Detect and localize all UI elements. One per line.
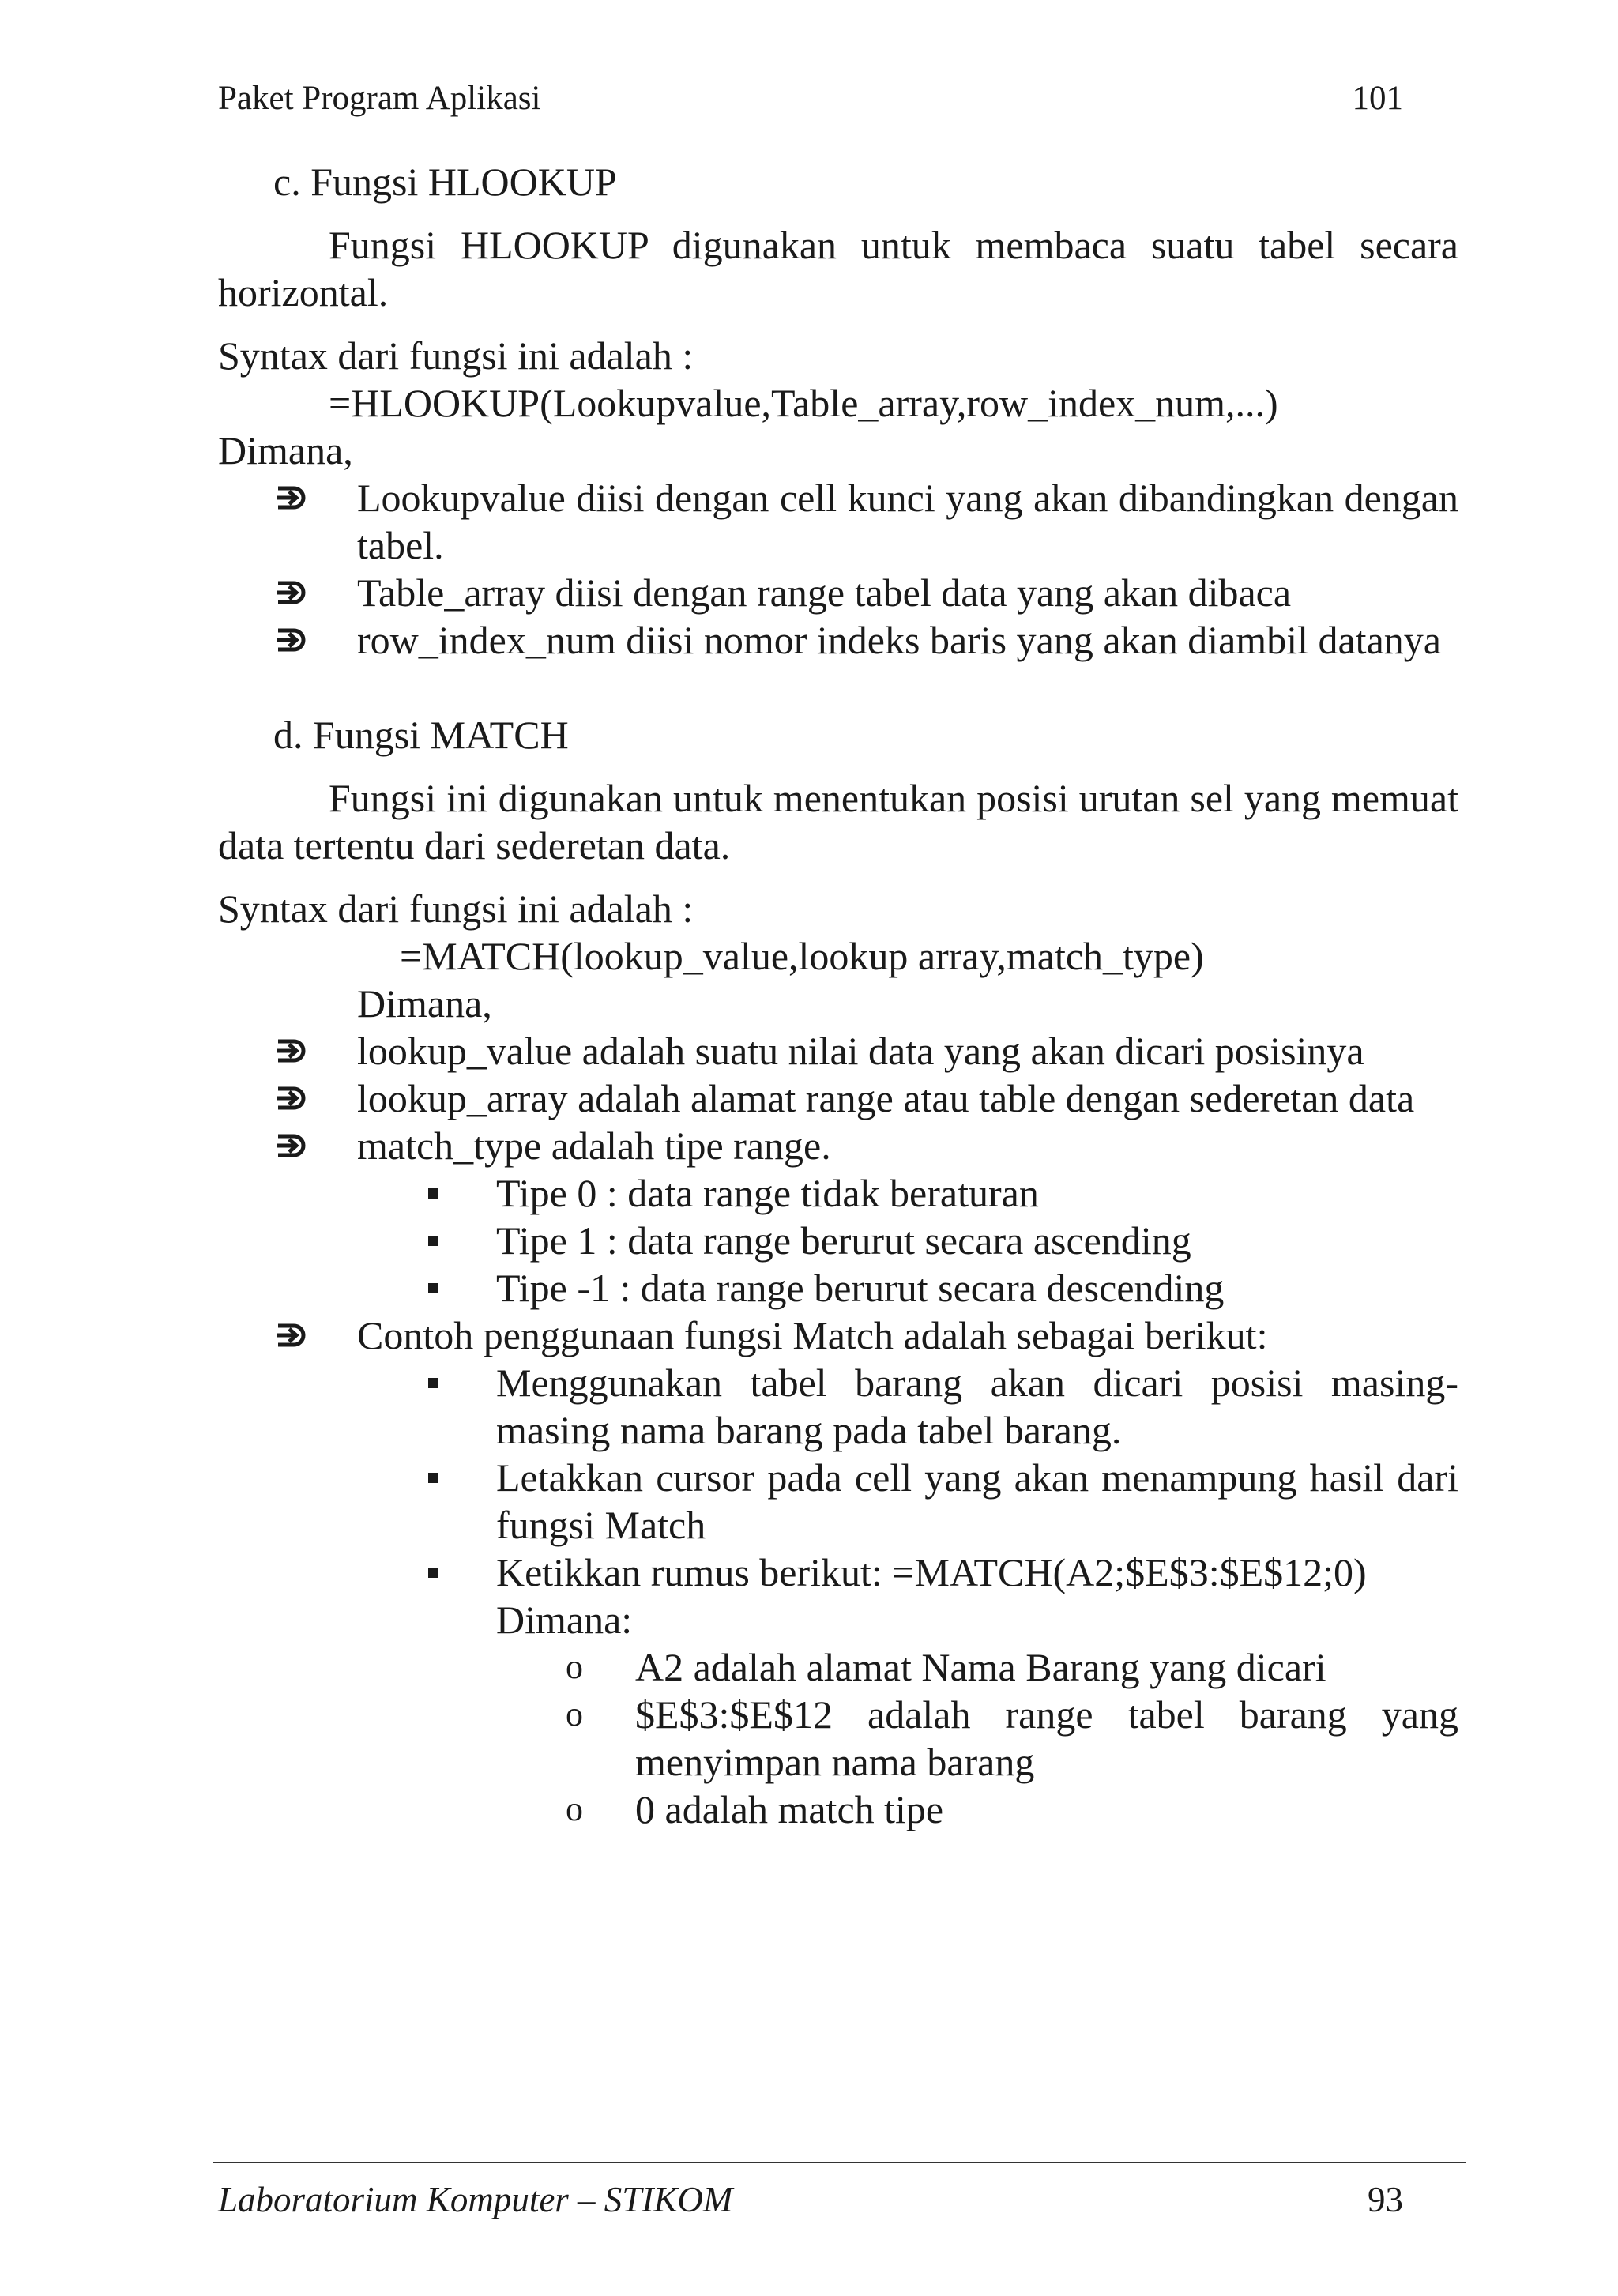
section-c-syntax-label: Syntax dari fungsi ini adalah : — [218, 333, 694, 378]
example-step — [218, 1359, 1458, 1454]
example-step — [218, 1454, 1458, 1549]
section-c-syntax: =HLOOKUP(Lookupvalue,Table_array,row_index_num,...) — [329, 381, 1278, 425]
list-item — [218, 1075, 1458, 1122]
circled-arrow-right-icon — [275, 1312, 310, 1359]
example-step — [218, 1549, 1458, 1596]
section-c-intro: Fungsi HLOOKUP digunakan untuk membaca suatu tabel secara horizontal. — [218, 223, 1458, 314]
hollow-circle-bullet-icon: o — [566, 1647, 583, 1686]
example-step-text: Ketikkan rumus berikut: =MATCH(A2;$E$3:$E$12;0) — [496, 1550, 1367, 1594]
example-note — [218, 1691, 1458, 1786]
match-type-text: Tipe -1 : data range berurut secara descending — [496, 1266, 1225, 1310]
header-title: Paket Program Aplikasi — [218, 79, 541, 117]
section-d-syntax: =MATCH(lookup_value,lookup array,match_type) — [400, 934, 1204, 978]
square-bullet-icon — [428, 1568, 438, 1578]
list-item — [218, 474, 1458, 569]
list-item — [218, 1312, 1458, 1359]
section-c-list — [218, 474, 1458, 664]
circled-arrow-right-icon — [275, 474, 310, 521]
hollow-circle-bullet-icon: o — [566, 1695, 583, 1733]
list-item-text: lookup_value adalah suatu nilai data yang akan dicari posisinya — [357, 1029, 1364, 1073]
square-bullet-icon — [428, 1473, 438, 1483]
circled-arrow-right-icon — [275, 1122, 310, 1169]
list-item-text: lookup_array adalah alamat range atau table dengan sederetan data — [357, 1076, 1415, 1120]
section-c-dimana: Dimana, — [218, 428, 353, 472]
circled-arrow-right-icon — [275, 1027, 310, 1075]
list-item-text: Lookupvalue diisi dengan cell kunci yang akan dibandingkan dengan tabel. — [357, 476, 1458, 567]
section-d-dimana: Dimana, — [357, 981, 492, 1026]
footer-divider — [213, 2162, 1466, 2163]
list-item — [218, 616, 1458, 664]
circled-arrow-right-icon — [275, 569, 310, 616]
section-d-intro: Fungsi ini digunakan untuk menentukan posisi urutan sel yang memuat data tertentu dari sederetan data. — [218, 776, 1458, 868]
example-dimana: Dimana: — [496, 1598, 633, 1642]
footer-label: Laboratorium Komputer – STIKOM — [218, 2180, 733, 2219]
list-item — [218, 1027, 1458, 1075]
square-bullet-icon — [428, 1378, 438, 1388]
square-bullet-icon — [428, 1283, 438, 1293]
match-type-item — [218, 1264, 1458, 1312]
section-d-syntax-label: Syntax dari fungsi ini adalah : — [218, 886, 694, 931]
page-footer — [218, 2176, 1403, 2223]
square-bullet-icon — [428, 1236, 438, 1246]
example-note — [218, 1786, 1458, 1833]
list-item-text: row_index_num diisi nomor indeks baris yang akan diambil datanya — [357, 618, 1441, 662]
example-note — [218, 1643, 1458, 1691]
page-content — [218, 158, 1458, 1833]
match-type-text: Tipe 0 : data range tidak beraturan — [496, 1171, 1039, 1215]
page-header — [218, 76, 1403, 120]
section-d-heading: d. Fungsi MATCH — [273, 713, 569, 757]
list-item — [218, 569, 1458, 616]
section-d-list — [218, 1027, 1458, 1833]
example-note-text: 0 adalah match tipe — [635, 1787, 944, 1831]
footer-page-number: 93 — [1368, 2180, 1403, 2219]
circled-arrow-right-icon — [275, 1075, 310, 1122]
section-c-heading: c. Fungsi HLOOKUP — [273, 160, 617, 204]
example-intro: Contoh penggunaan fungsi Match adalah sebagai berikut: — [357, 1313, 1268, 1357]
header-page-number: 101 — [1352, 79, 1403, 117]
example-note-text: A2 adalah alamat Nama Barang yang dicari — [635, 1645, 1326, 1689]
match-type-text: Tipe 1 : data range berurut secara ascending — [496, 1218, 1191, 1263]
list-item — [218, 1122, 1458, 1169]
match-type-item — [218, 1169, 1458, 1217]
example-note-text: $E$3:$E$12 adalah range tabel barang yang menyimpan nama barang — [635, 1692, 1458, 1784]
circled-arrow-right-icon — [275, 616, 310, 664]
example-step-text: Letakkan cursor pada cell yang akan menampung hasil dari fungsi Match — [496, 1455, 1458, 1547]
square-bullet-icon — [428, 1188, 438, 1199]
hollow-circle-bullet-icon: o — [566, 1790, 583, 1828]
example-step-text: Menggunakan tabel barang akan dicari posisi masing-masing nama barang pada tabel barang. — [496, 1361, 1458, 1452]
list-item-text: match_type adalah tipe range. — [357, 1124, 831, 1168]
match-type-item — [218, 1217, 1458, 1264]
list-item-text: Table_array diisi dengan range tabel data yang akan dibaca — [357, 570, 1292, 615]
